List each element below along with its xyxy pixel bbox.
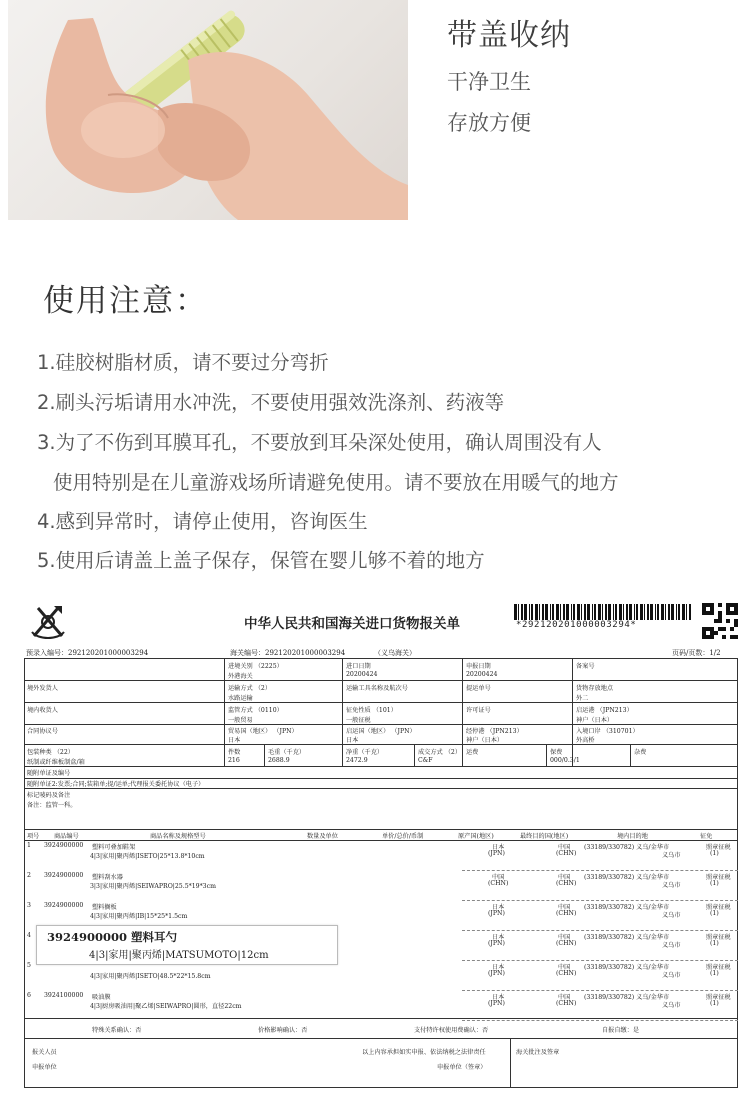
row-dom2: 义乌市	[662, 882, 681, 889]
row-divider	[462, 960, 738, 961]
barcode-bar	[514, 604, 517, 620]
row-origin: 日本	[492, 904, 505, 911]
row-spec: 4|3|厨房吸油用|聚乙烯|SEIWAPRO|圆形，直径22cm	[90, 1003, 242, 1010]
barcode-bar	[521, 604, 523, 620]
row-divider	[462, 1020, 738, 1021]
freight-label: 运费	[466, 749, 479, 756]
row-origin: 日本	[492, 994, 505, 1001]
barcode-bar	[560, 604, 561, 620]
row-tax-code: (1)	[710, 850, 719, 857]
barcode-bar	[689, 604, 691, 620]
entry-point-label: 入境口岸 （310701）	[576, 728, 639, 735]
row-dest: 中国	[558, 934, 571, 941]
qr-code-icon	[702, 603, 738, 639]
row-tax-code: (1)	[710, 910, 719, 917]
row-dest: 中国	[558, 964, 571, 971]
barcode-bar	[577, 604, 580, 620]
bill-label: 提运单号	[466, 685, 491, 692]
barcode-bar	[647, 604, 649, 620]
import-date-value: 20200424	[346, 671, 378, 678]
row-origin-code: (JPN)	[488, 910, 505, 917]
pack-label: 包装种类 （22）	[27, 749, 74, 756]
barcode-bar	[613, 604, 614, 620]
barcode-bar	[619, 604, 622, 620]
barcode-bar	[518, 604, 519, 620]
seal-label: 申报单位（签章）	[437, 1064, 487, 1071]
row-dest: 中国	[558, 844, 571, 851]
row-divider	[462, 900, 738, 901]
barcode-bar	[640, 604, 643, 620]
highlight-line-2: 4|3|家用|聚丙烯|MATSUMOTO|12cm	[89, 950, 269, 961]
row-name: 塑料可叠加鞋架	[92, 844, 136, 851]
barcode-bar	[665, 604, 666, 620]
row-dest-code: (CHN)	[556, 940, 577, 947]
net-label: 净重（千克）	[346, 749, 384, 756]
col-qty: 数量及单位	[307, 833, 338, 840]
via-port-label: 经停港 （JPN213）	[466, 728, 523, 735]
barcode-bar	[584, 604, 586, 620]
row-name: 吸油膜	[92, 994, 111, 1001]
responsibility-text: 以上内容承担如实申报、依法纳税之法律责任	[362, 1049, 486, 1056]
supervision-label: 监管方式 （0110）	[228, 707, 283, 714]
barcode-bar	[594, 604, 596, 620]
row-origin: 日本	[492, 844, 505, 851]
barcode-bar	[655, 604, 656, 620]
insurance-value: 000/0.3/1	[550, 757, 580, 764]
row-code: 3924100000	[44, 992, 84, 999]
row-dom: (33189/330782) 义乌/金华市	[584, 904, 670, 911]
note-item-4: 4.感到异常时，请停止使用，咨询医生	[37, 510, 368, 533]
via-port-value: 神户（日本）	[466, 737, 504, 744]
terms-label: 成交方式 （2）	[418, 749, 462, 756]
col-name: 商品名称及规格型号	[150, 833, 206, 840]
barcode-bar	[598, 604, 601, 620]
self-pay: 自报自缴：是	[602, 1027, 640, 1034]
row-no: 2	[27, 872, 31, 879]
barcode-text: *292120201000003294*	[516, 620, 637, 630]
row-name: 塑料刮水器	[92, 874, 123, 881]
row-tax-code: (1)	[710, 1000, 719, 1007]
row-tax: 照章征税	[706, 844, 731, 851]
row-divider	[462, 930, 738, 931]
row-dest: 中国	[558, 994, 571, 1001]
gross-label: 毛重（千克）	[268, 749, 306, 756]
barcode-bar	[626, 604, 628, 620]
col-no: 项号	[27, 833, 40, 840]
row-spec: 4|3|家用|聚丙烯|IB|15*25*1.5cm	[90, 913, 188, 920]
barcode-bar	[668, 604, 670, 620]
net-value: 2472.9	[346, 757, 368, 764]
barcode-bar	[644, 604, 645, 620]
row-dom2: 义乌市	[662, 942, 681, 949]
barcode-bar	[524, 604, 527, 620]
row-origin-code: (CHN)	[488, 880, 509, 887]
row-origin-code: (JPN)	[488, 970, 505, 977]
royalty: 支付特许权使用费确认：否	[414, 1027, 489, 1034]
barcode-bar	[573, 604, 575, 620]
vessel-label: 运输工具名称及航次号	[346, 685, 408, 692]
feature-title: 带盖收纳	[447, 18, 571, 53]
docs-value: 随附单证2:发票;合同;装箱单;提/运单;代理报关委托协议（电子）	[27, 781, 205, 788]
col-tax: 征免	[700, 833, 713, 840]
entry-point-value: 外高桥	[576, 737, 595, 744]
barcode-bar	[587, 604, 590, 620]
row-dom: (33189/330782) 义乌/金华市	[584, 994, 670, 1001]
docs-label: 随附单证及编号	[27, 770, 71, 777]
row-dom2: 义乌市	[662, 852, 681, 859]
barcode-bar	[556, 604, 559, 620]
depart-port-value: 神户（日本）	[576, 717, 614, 724]
unit-label: 申报单位	[32, 1064, 57, 1071]
col-price: 单价/总价/币制	[382, 833, 424, 840]
row-dest-code: (CHN)	[556, 910, 577, 917]
pack-value: 纸制或纤维板制盒/箱	[27, 759, 85, 766]
barcode-bar	[602, 604, 603, 620]
barcode-bar	[605, 604, 607, 620]
barcode-bar	[550, 604, 551, 620]
barcode-bar	[566, 604, 569, 620]
pieces-label: 件数	[228, 749, 241, 756]
special-relation: 特殊关系确认：否	[92, 1027, 142, 1034]
row-dom2: 义乌市	[662, 1002, 681, 1009]
transport-label: 运输方式 （2）	[228, 685, 272, 692]
barcode-bar	[545, 604, 548, 620]
row-dest-code: (CHN)	[556, 970, 577, 977]
highlight-item-box	[36, 925, 338, 965]
customs-emblem-icon	[28, 602, 68, 642]
row-dest: 中国	[558, 874, 571, 881]
declare-date-label: 申报日期	[466, 663, 491, 670]
terms-value: C&F	[418, 757, 433, 764]
hand-holding-earpick-image	[8, 0, 408, 220]
contract-label: 合同协议号	[27, 728, 58, 735]
row-no: 4	[27, 932, 31, 939]
row-spec: 4|3|家用|聚丙烯|ISETO|48.5*22*15.8cm	[90, 973, 211, 980]
origin-country-label: 启运国（地区） （JPN）	[346, 728, 416, 735]
notes-title: 使用注意：	[43, 283, 208, 319]
consignor-label: 境外发货人	[27, 685, 58, 692]
row-no: 6	[27, 992, 31, 999]
storage-value: 外二	[576, 695, 589, 702]
form-title: 中华人民共和国海关进口货物报关单	[244, 616, 460, 632]
barcode-bar	[650, 604, 653, 620]
barcode-bar	[636, 604, 638, 620]
entry-port-value: 外港海关	[228, 673, 253, 680]
barcode-bar	[615, 604, 617, 620]
row-tax-code: (1)	[710, 940, 719, 947]
tax-nature-value: 一般征税	[346, 717, 371, 724]
row-code: 3924900000	[44, 842, 84, 849]
origin-country-value: 日本	[346, 737, 359, 744]
customs-number: 海关编号：292120201000003294	[230, 649, 346, 657]
barcode-bar	[539, 604, 540, 620]
barcode-bar	[531, 604, 533, 620]
row-dest-code: (CHN)	[556, 1000, 577, 1007]
trade-country-label: 贸易国（地区） （JPN）	[228, 728, 298, 735]
row-tax: 照章征税	[706, 934, 731, 941]
row-origin-code: (JPN)	[488, 1000, 505, 1007]
transport-value: 水路运输	[228, 695, 253, 702]
note-item-3: 3.为了不伤到耳膜耳孔，不要放到耳朵深处使用，确认周围没有人	[37, 431, 602, 454]
barcode-bar	[682, 604, 685, 620]
row-dest: 中国	[558, 904, 571, 911]
row-dom: (33189/330782) 义乌/金华市	[584, 964, 670, 971]
row-divider	[462, 990, 738, 991]
row-origin: 日本	[492, 934, 505, 941]
row-tax-code: (1)	[710, 970, 719, 977]
note-item-1: 1.硅胶树脂材质，请不要过分弯折	[37, 351, 329, 374]
barcode-bar	[671, 604, 674, 620]
page-number: 页码/页数：1/2	[672, 649, 721, 657]
customs-declaration-form	[22, 600, 742, 1095]
trade-country-value: 日本	[228, 737, 241, 744]
row-dom: (33189/330782) 义乌/金华市	[584, 874, 670, 881]
record-label: 备案号	[576, 663, 595, 670]
col-origin: 原产国(地区)	[458, 833, 494, 840]
barcode-bar	[535, 604, 538, 620]
entry-port-label: 进境关别 （2225）	[228, 663, 283, 670]
barcode-bar	[634, 604, 635, 620]
col-domestic: 境内目的地	[617, 833, 648, 840]
row-divider	[462, 870, 738, 871]
insurance-label: 保费	[550, 749, 563, 756]
row-origin: 中国	[492, 874, 505, 881]
row-dest-code: (CHN)	[556, 850, 577, 857]
note-item-2: 2.刷头污垢请用水冲洗，不要使用强效洗涤剂、药液等	[37, 391, 505, 414]
pre-entry-number: 预录入编号：292120201000003294	[26, 649, 149, 657]
license-label: 许可证号	[466, 707, 491, 714]
barcode-bar	[552, 604, 554, 620]
barcode-bar	[592, 604, 593, 620]
row-tax-code: (1)	[710, 880, 719, 887]
row-tax: 照章征税	[706, 994, 731, 1001]
barcode-bar	[542, 604, 544, 620]
note-item-3-continued: 使用特别是在儿童游戏场所请避免使用。请不要放在用暖气的地方	[53, 471, 619, 494]
row-dom: (33189/330782) 义乌/金华市	[584, 934, 670, 941]
row-tax: 照章征税	[706, 964, 731, 971]
row-origin-code: (JPN)	[488, 850, 505, 857]
row-code: 3924900000	[44, 872, 84, 879]
barcode-bar	[678, 604, 680, 620]
barcode-bar	[571, 604, 572, 620]
supervision-value: 一般贸易	[228, 717, 253, 724]
col-dest: 最终目的国(地区)	[520, 833, 569, 840]
barcode-bar	[657, 604, 659, 620]
product-photo	[8, 0, 408, 220]
barcode-bar	[676, 604, 677, 620]
price-effect: 价格影响确认：否	[258, 1027, 308, 1034]
feature-line-2: 存放方便	[447, 111, 531, 135]
tax-nature-label: 征免性质 （101）	[346, 707, 397, 714]
col-code: 商品编号	[54, 833, 79, 840]
row-dest-code: (CHN)	[556, 880, 577, 887]
barcode-bar	[581, 604, 582, 620]
barcode-bar	[529, 604, 530, 620]
storage-label: 货物存放地点	[576, 685, 614, 692]
barcode-bar	[661, 604, 664, 620]
barcode-bar	[686, 604, 687, 620]
row-no: 5	[27, 962, 31, 969]
import-date-label: 进口日期	[346, 663, 371, 670]
marks-value: 备注：监管一科。	[27, 802, 77, 809]
consignee-label: 境内收货人	[27, 707, 58, 714]
marks-label: 标记唛码及备注	[27, 792, 71, 799]
note-item-5: 5.使用后请盖上盖子保存，保管在婴儿够不着的地方	[37, 549, 485, 572]
barcode-bar	[629, 604, 632, 620]
barcode-bar	[623, 604, 624, 620]
barcode-bar	[563, 604, 565, 620]
row-tax: 照章征税	[706, 904, 731, 911]
row-spec: 3|3|家用|聚丙烯|SEIWAPRO|25.5*19*3cm	[90, 883, 216, 890]
declarant-label: 报关人员	[32, 1049, 57, 1056]
misc-label: 杂费	[634, 749, 647, 756]
row-code: 3924900000	[44, 902, 84, 909]
row-origin-code: (JPN)	[488, 940, 505, 947]
row-origin: 日本	[492, 964, 505, 971]
row-no: 3	[27, 902, 31, 909]
row-tax: 照章征税	[706, 874, 731, 881]
highlight-line-1: 3924900000 塑料耳勺	[47, 930, 178, 944]
row-name: 塑料搁板	[92, 904, 117, 911]
row-dom: (33189/330782) 义乌/金华市	[584, 844, 670, 851]
depart-port-label: 启运港 （JPN213）	[576, 707, 633, 714]
barcode-bar	[608, 604, 611, 620]
row-dom2: 义乌市	[662, 972, 681, 979]
feature-line-1: 干净卫生	[447, 70, 531, 94]
declare-date-value: 20200424	[466, 671, 498, 678]
customs-office: （义乌海关）	[374, 649, 416, 657]
row-dom2: 义乌市	[662, 912, 681, 919]
row-spec: 4|3|家用|聚丙烯|ISETO|25*13.8*10cm	[90, 853, 205, 860]
row-no: 1	[27, 842, 31, 849]
approval-label: 海关批注及签章	[516, 1049, 560, 1056]
pieces-value: 216	[228, 757, 240, 764]
gross-value: 2688.9	[268, 757, 290, 764]
